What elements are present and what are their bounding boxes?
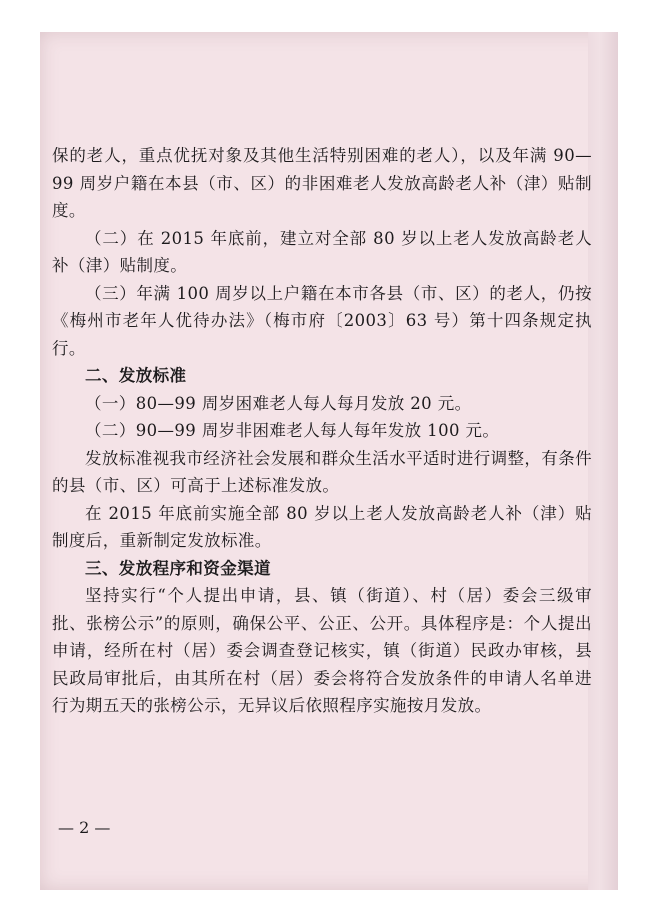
paragraph-procedure: 坚持实行“个人提出申请，县、镇（街道）、村（居）委会三级审批、张榜公示”的原则，确保公平、公正、公开。具体程序是：个人提出申请，经所在村（居）委会调查登记核实，镇（街道）民政办审核，县民政局审批后，由其所在村（居）委会将符合发放条件的申请人名单进行为期五天的张榜公示，无异议后依照程序实施按月发放。 [52, 586, 592, 715]
paragraph-continued-eligibility: 保的老人，重点优抚对象及其他生活特别困难的老人），以及年满 90—99 周岁户籍在本县（市、区）的非困难老人发放高龄老人补（津）贴制度。 [52, 146, 592, 220]
paragraph-standard-adjustment: 发放标准视我市经济社会发展和群众生活水平适时进行调整，有条件的县（市、区）可高于上述标准发放。 [52, 448, 592, 495]
paragraph-standard-2: （二）90—99 周岁非困难老人每人每年发放 100 元。 [85, 421, 500, 440]
paragraph-item-2: （二）在 2015 年底前，建立对全部 80 岁以上老人发放高龄老人补（津）贴制度。 [52, 228, 592, 275]
paragraph-standard-revision: 在 2015 年底前实施全部 80 岁以上老人发放高龄老人补（津）贴制度后，重新制定发放标准。 [52, 503, 592, 550]
paragraph-standard-1: （一）80—99 周岁困难老人每人每月发放 20 元。 [85, 393, 472, 413]
page-number: — 2 — [58, 818, 111, 837]
paragraph-item-3: （三）年满 100 周岁以上户籍在本市各县（市、区）的老人，仍按《梅州市老年人优待办法》（梅市府〔2003〕63 号）第十四条规定执行。 [52, 283, 592, 358]
section-heading-procedure: 三、发放程序和资金渠道 [85, 558, 271, 578]
page-edge-shadow [588, 32, 618, 890]
section-heading-standards: 二、发放标准 [85, 366, 187, 385]
document-body [52, 142, 592, 720]
